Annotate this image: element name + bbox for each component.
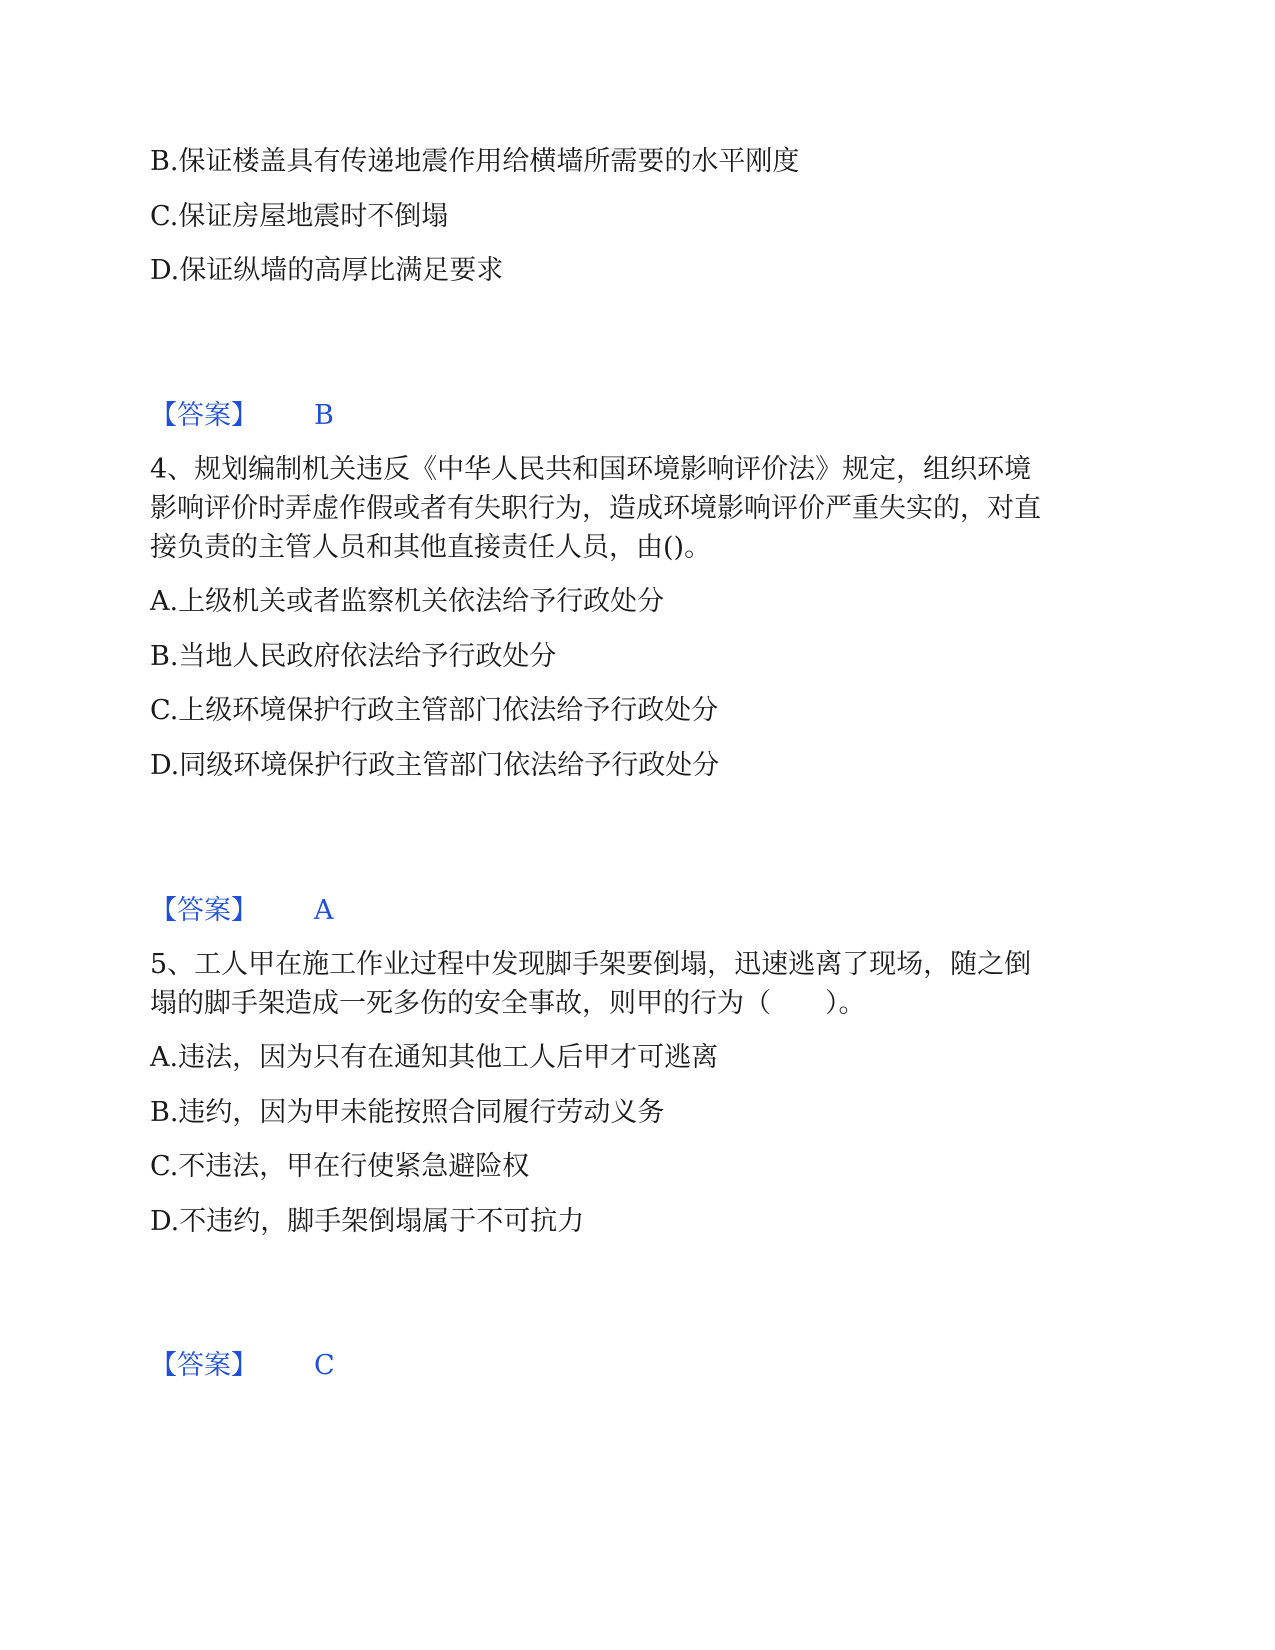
answer-label: 【答案】 xyxy=(150,1350,258,1381)
q4-option-a: A.上级机关或者监察机关依法给予行政处分 xyxy=(150,586,665,617)
q3-option-c: C.保证房屋地震时不倒塌 xyxy=(150,201,449,232)
q4-option-c: C.上级环境保护行政主管部门依法给予行政处分 xyxy=(150,695,719,726)
answer-value: A xyxy=(314,895,334,926)
q3-answer xyxy=(150,398,334,434)
q3-option-d: D.保证纵墙的高厚比满足要求 xyxy=(150,255,504,286)
q4-answer xyxy=(150,893,334,929)
q4-stem-line-2: 影响评价时弄虚作假或者有失职行为，造成环境影响评价严重失实的，对直 xyxy=(150,493,1041,524)
q4-stem-line-3: 接负责的主管人员和其他直接责任人员，由()。 xyxy=(150,532,712,563)
q5-answer xyxy=(150,1348,335,1384)
answer-value: C xyxy=(314,1350,335,1381)
q5-stem-line-2: 塌的脚手架造成一死多伤的安全事故，则甲的行为（ ）。 xyxy=(150,988,866,1019)
q3-option-b: B.保证楼盖具有传递地震作用给横墙所需要的水平刚度 xyxy=(150,146,800,177)
answer-label: 【答案】 xyxy=(150,400,258,431)
q5-option-d: D.不违约，脚手架倒塌属于不可抗力 xyxy=(150,1206,585,1237)
q5-stem-line-1: 5、工人甲在施工作业过程中发现脚手架要倒塌，迅速逃离了现场，随之倒 xyxy=(150,949,1032,980)
q4-option-b: B.当地人民政府依法给予行政处分 xyxy=(150,641,557,672)
answer-value: B xyxy=(314,400,334,431)
answer-label: 【答案】 xyxy=(150,895,258,926)
q4-option-d: D.同级环境保护行政主管部门依法给予行政处分 xyxy=(150,750,720,781)
q5-option-b: B.违约，因为甲未能按照合同履行劳动义务 xyxy=(150,1097,665,1128)
q5-option-c: C.不违法，甲在行使紧急避险权 xyxy=(150,1151,530,1182)
q4-stem-line-1: 4、规划编制机关违反《中华人民共和国环境影响评价法》规定，组织环境 xyxy=(150,454,1032,485)
q5-option-a: A.违法，因为只有在通知其他工人后甲才可逃离 xyxy=(150,1042,719,1073)
